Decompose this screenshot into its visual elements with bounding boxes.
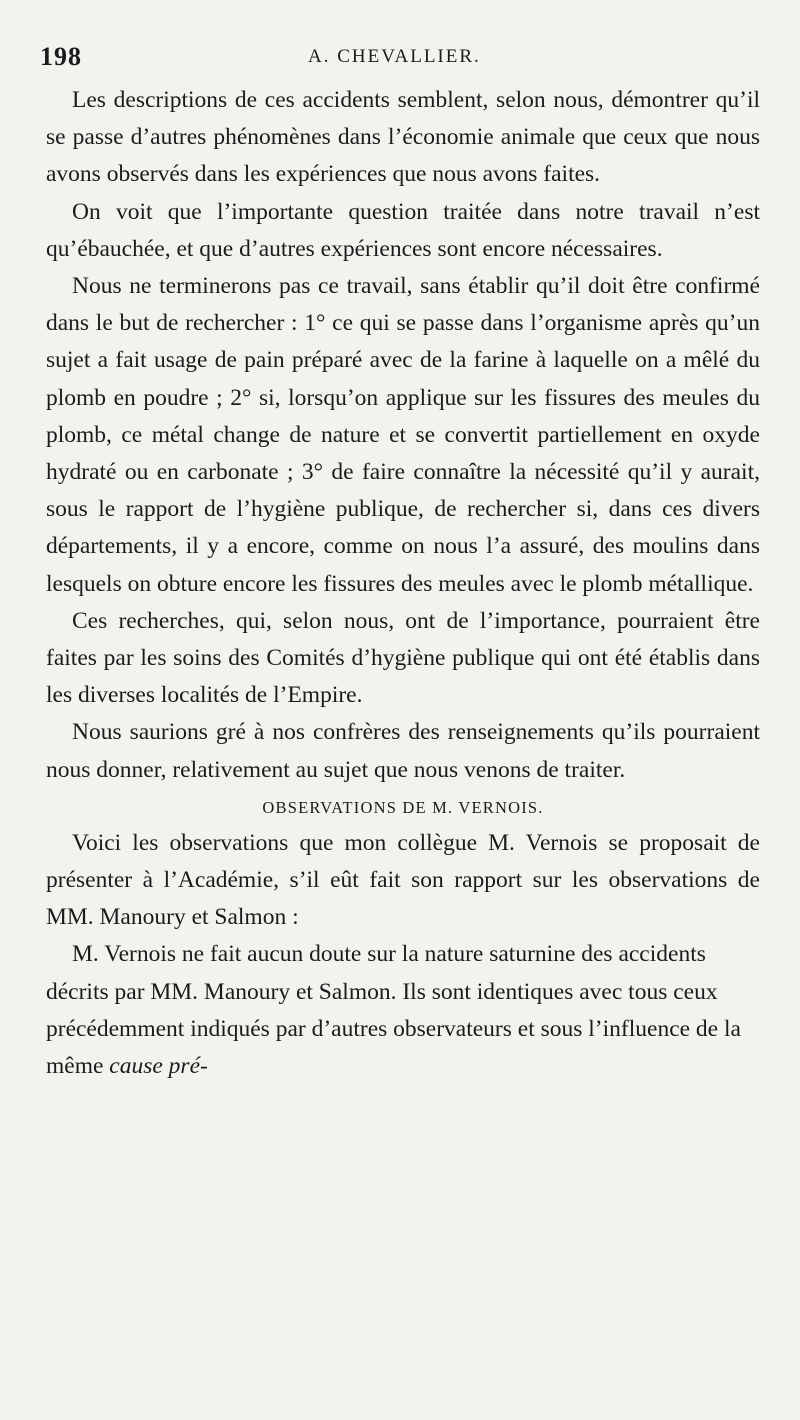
paragraph: Ces recherches, qui, selon nous, ont de l’importance, pourraient être faites par les soins des Comités d’hygiène publique qui ont été établis dans les diverses localités de l’Empire. (46, 607, 760, 709)
paragraph: Nous saurions gré à nos confrères des renseignements qu’ils pourraient nous donner, relativement au sujet que nous venons de traiter. (46, 719, 760, 783)
final-paragraph-text: M. Vernois ne fait aucun doute sur la nature saturnine des accidents décrits par MM. Manoury et Salmon. Ils sont identiques avec tous ceux précédemment indiqués par d’autres observateurs et sous l’influence de la même (46, 941, 741, 1080)
section-heading: OBSERVATIONS DE M. VERNOIS. (262, 797, 544, 817)
paragraph: Les descriptions de ces accidents semblent, selon nous, démontrer qu’il se passe d’autres phénomènes dans l’économie animale que ceux que nous avons observés dans les expériences que nous avons faites. (46, 87, 760, 188)
paragraph: Voici les observations que mon collègue M. Vernois se proposait de présenter à l’Académie, s’il eût fait son rapport sur les observations de MM. Manoury et Salmon : (46, 829, 760, 931)
running-head: A. CHEVALLIER. (308, 46, 481, 67)
page-number: 198 (40, 42, 82, 71)
page-header (40, 40, 760, 76)
paragraph: Nous ne terminerons pas ce travail, sans établir qu’il doit être confirmé dans le but de rechercher : 1° ce qui se passe dans l’organisme après qu’un sujet a fait usage de pain préparé avec de la farine à laquelle on a mêlé du plomb en poudre ; 2° si, lorsqu’on applique sur les fissures des meules du plomb, ce métal change de nature et se convertit partiellement en oxyde hydraté ou en carbonate ; 3° de faire connaître la nécessité qu’il y aurait, sous le rapport de l’hygiène publique, de rechercher si, dans ces divers départements, il y a encore, comme on nous l’a assuré, des moulins dans lesquels on obture encore les fissures des meules avec le plomb métallique. (46, 273, 760, 597)
final-paragraph-italic: cause pré- (109, 1053, 208, 1080)
final-paragraph (46, 936, 760, 1085)
paragraph: On voit que l’importante question traitée dans notre travail n’est qu’ébauchée, et que d’autres expériences sont encore nécessaires. (46, 198, 760, 262)
page-body (46, 82, 760, 1085)
